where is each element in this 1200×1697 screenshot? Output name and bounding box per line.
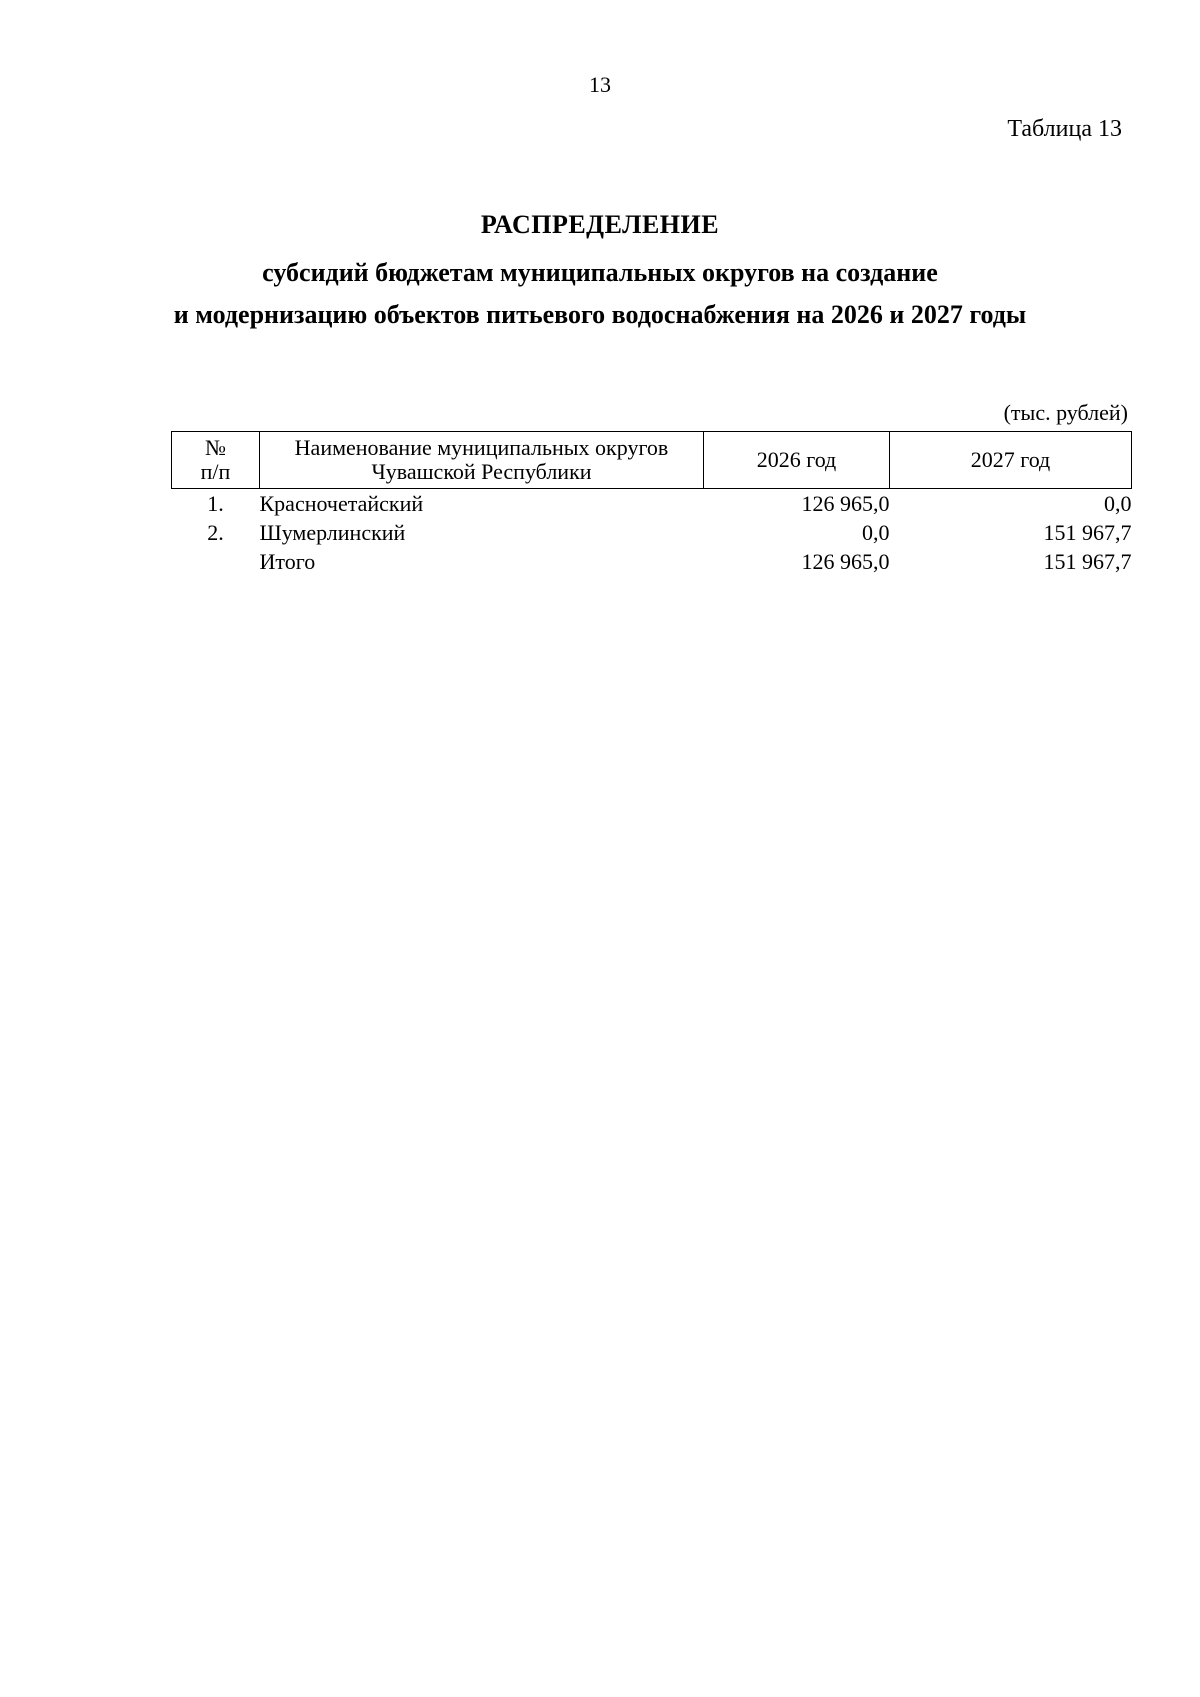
table-row [172,518,1132,547]
value-2027: 0,0 [1104,491,1132,516]
district-name: Красночетайский [259,491,424,516]
total-value-2027: 151 967,7 [1043,549,1132,574]
header-number-line-1: № [205,435,226,460]
total-value-2026: 126 965,0 [801,549,890,574]
units-note: (тыс. рублей) [1003,400,1128,425]
district-name: Шумерлинский [259,520,406,545]
header-number [172,432,260,489]
row-number: 1. [207,491,224,516]
header-name-line-2: Чувашской Республики [371,459,592,484]
total-label: Итого [259,549,316,574]
subtitle-line-1: субсидий бюджетам муниципальных округов на создание [262,258,938,287]
subsidy-distribution-table [171,431,1132,576]
table-label: Таблица 13 [1007,116,1122,142]
header-number-line-2: п/п [200,459,231,484]
page-number: 13 [589,72,611,97]
subtitle-line-2: и модернизацию объектов питьевого водоснабжения на 2026 и 2027 годы [173,300,1027,329]
total-row [172,547,1132,576]
header-district-name [260,432,704,489]
header-year-2027: 2027 год [890,432,1132,489]
table-body [172,489,1132,577]
document-title: РАСПРЕДЕЛЕНИЕ [480,210,720,239]
value-2026: 0,0 [862,520,890,545]
total-number [172,547,260,576]
document-subtitle [0,252,1200,336]
header-name-line-1: Наименование муниципальных округов [294,435,669,460]
header-year-2026: 2026 год [704,432,890,489]
value-2026: 126 965,0 [801,491,890,516]
table-row [172,489,1132,519]
value-2027: 151 967,7 [1043,520,1132,545]
table-header [172,432,1132,489]
header-row [172,432,1132,489]
row-number: 2. [207,520,224,545]
